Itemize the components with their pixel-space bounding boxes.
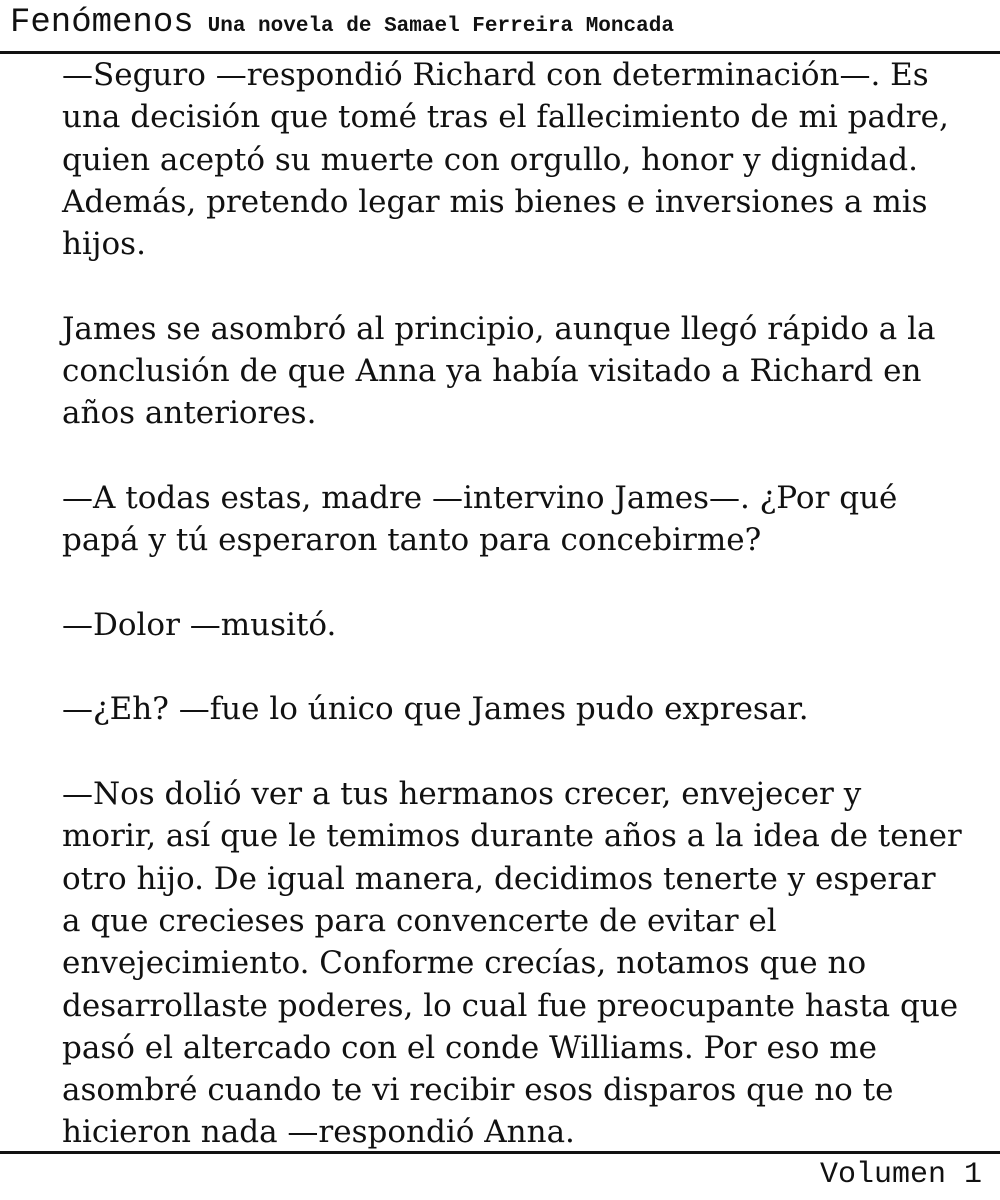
footer-divider: [0, 1151, 1000, 1154]
paragraph: —Seguro —respondió Richard con determinación—. Es una decisión que tomé tras el fallecimiento de mi padre, quien aceptó su muerte con orgullo, honor y dignidad. Además, pretendo legar mis bienes e inversiones a mis hijos.: [62, 57, 949, 263]
page-body: [62, 54, 962, 1154]
page-header: [10, 4, 674, 50]
book-subtitle: Una novela de Samael Ferreira Moncada: [207, 15, 674, 38]
paragraph: —Nos dolió ver a tus hermanos crecer, envejecer y morir, así que le temimos durante años a la idea de tener otro hijo. De igual manera, decidimos tenerte y esperar a que crecieses para convencerte de evitar el envejecimiento. Conforme crecías, notamos que no desarrollaste poderes, lo cual fue preocupante hasta que pasó el altercado con el conde Williams. Por eso me asombré cuando te vi recibir esos disparos que no te hicieron nada —respondió Anna.: [62, 776, 962, 1151]
paragraph: —A todas estas, madre —intervino James—. ¿Por qué papá y tú esperaron tanto para concebirme?: [62, 479, 898, 559]
book-title: Fenómenos: [10, 4, 194, 42]
paragraph: —¿Eh? —fue lo único que James pudo expresar.: [62, 691, 809, 728]
paragraph: James se asombró al principio, aunque llegó rápido a la conclusión de que Anna ya había visitado a Richard en años anteriores.: [62, 310, 936, 432]
volume-label: Volumen 1: [819, 1158, 982, 1192]
paragraph: —Dolor —musitó.: [62, 606, 337, 643]
